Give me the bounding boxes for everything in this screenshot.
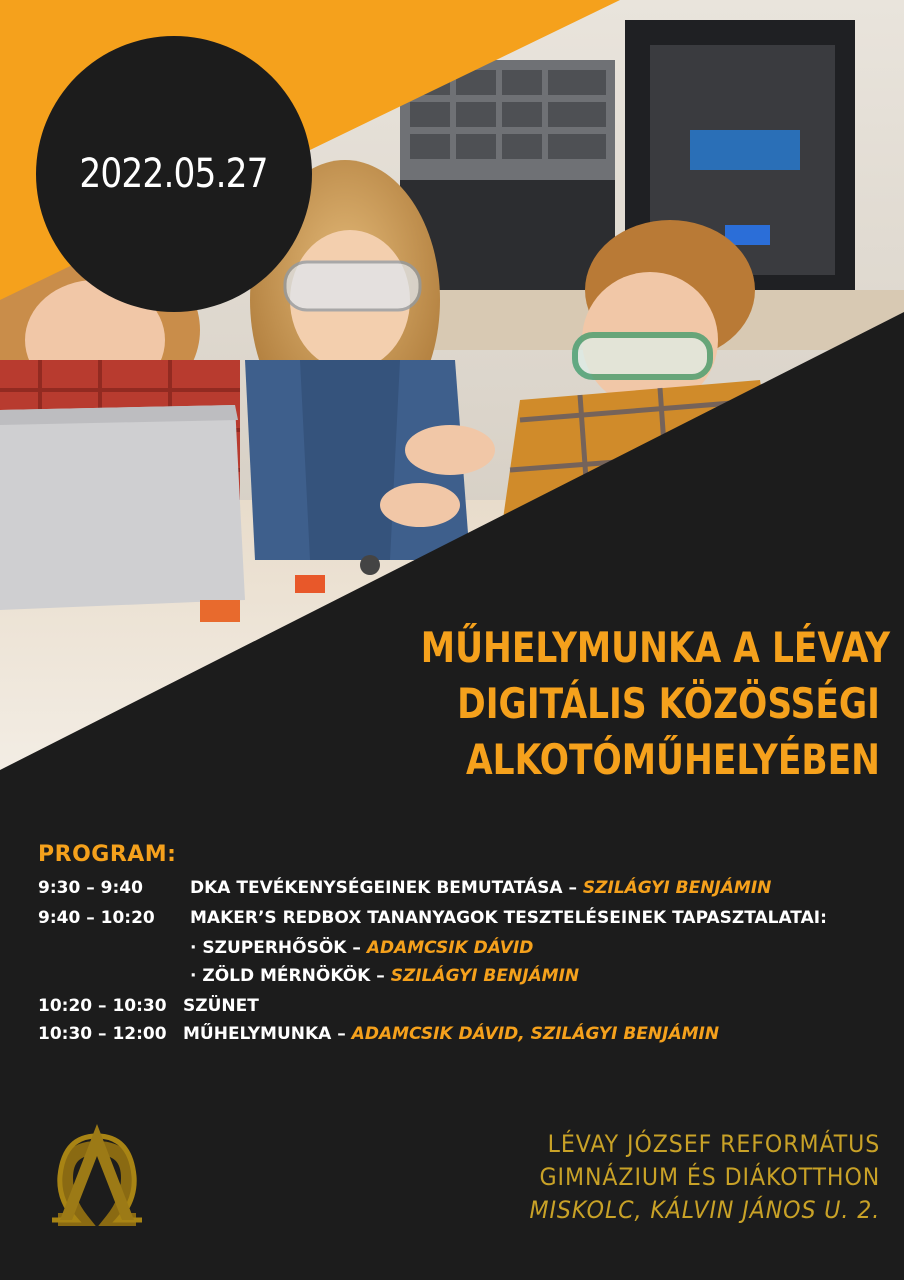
program-subitem xyxy=(190,938,533,958)
program-heading: PROGRAM: xyxy=(38,842,177,867)
program-presenter: ADAMCSIK DÁVID, SZILÁGYI BENJÁMIN xyxy=(351,1024,720,1044)
event-title xyxy=(320,620,891,788)
program-row xyxy=(38,1024,720,1044)
program-subitem xyxy=(190,966,579,986)
program-row xyxy=(38,996,259,1016)
school-address: MISKOLC, KÁLVIN JÁNOS U. 2. xyxy=(529,1196,880,1224)
event-date: 2022.05.27 xyxy=(79,151,269,197)
program-row xyxy=(38,878,772,898)
program-row xyxy=(38,908,827,928)
title-line-3: ALKOTÓMŰHELYÉBEN xyxy=(465,735,880,784)
school-name-line-2: GIMNÁZIUM ÉS DIÁKOTTHON xyxy=(539,1163,880,1191)
program-presenter: SZILÁGYI BENJÁMIN xyxy=(582,878,772,898)
program-time: 9:30 – 9:40 xyxy=(38,878,143,898)
program-presenter: ADAMCSIK DÁVID xyxy=(366,938,534,958)
program-desc: SZÜNET xyxy=(183,996,259,1016)
program-desc: · SZUPERHŐSÖK – xyxy=(190,938,367,958)
program-time: 9:40 – 10:20 xyxy=(38,908,155,928)
school-name-line-1: LÉVAY JÓZSEF REFORMÁTUS xyxy=(547,1130,880,1158)
program-desc: · ZÖLD MÉRNÖKÖK – xyxy=(190,966,391,986)
program-time: 10:20 – 10:30 xyxy=(38,996,167,1016)
school-info xyxy=(499,1128,880,1227)
date-badge xyxy=(36,36,312,312)
program-desc: MŰHELYMUNKA – xyxy=(183,1024,352,1044)
program-desc: MAKER’S REDBOX TANANYAGOK TESZTELÉSEINEK TAPASZTALATAI: xyxy=(190,908,827,928)
program-presenter: SZILÁGYI BENJÁMIN xyxy=(390,966,580,986)
title-line-1: MŰHELYMUNKA A LÉVAY xyxy=(420,623,891,672)
omega-logo-icon xyxy=(38,1120,156,1226)
title-line-2: DIGITÁLIS KÖZÖSSÉGI xyxy=(457,679,880,728)
program-time: 10:30 – 12:00 xyxy=(38,1024,167,1044)
program-desc: DKA TEVÉKENYSÉGEINEK BEMUTATÁSA – xyxy=(190,878,583,898)
